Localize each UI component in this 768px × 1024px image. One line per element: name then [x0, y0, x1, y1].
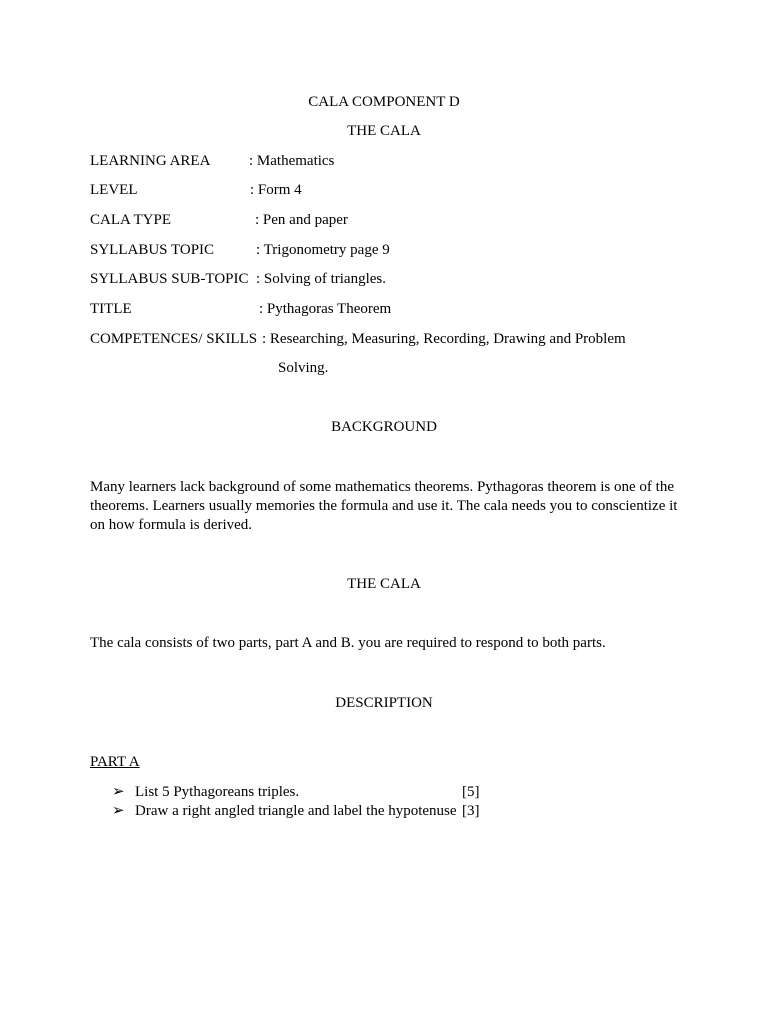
the-cala-heading: THE CALA — [347, 576, 421, 592]
list-item-mark: [3] — [462, 803, 480, 819]
field-value-cala-type: : Pen and paper — [255, 212, 348, 228]
field-label-competences: COMPETENCES/ SKILLS — [90, 331, 258, 347]
field-label-level: LEVEL — [90, 182, 138, 198]
field-label-title: TITLE — [90, 301, 132, 317]
field-label-syllabus-topic: SYLLABUS TOPIC — [90, 242, 215, 258]
field-label-learning-area: LEARNING AREA — [90, 153, 211, 169]
field-value-learning-area: : Mathematics — [249, 153, 335, 169]
field-value-syllabus-sub-topic: : Solving of triangles. — [256, 271, 386, 287]
list-item-mark: [5] — [462, 784, 480, 800]
field-value-competences-continuation: Solving. — [278, 360, 329, 376]
the-cala-paragraph: The cala consists of two parts, part A and B. you are required to respond to both parts. — [90, 635, 606, 651]
background-heading: BACKGROUND — [331, 419, 437, 435]
background-paragraph: Many learners lack background of some mathematics theorems. Pythagoras theorem is one of the theorems. Learners usually memories the formula and use it. The cala needs you to conscientize it on how formula is derived. — [90, 479, 678, 533]
field-value-title: : Pythagoras Theorem — [259, 301, 392, 317]
field-label-cala-type: CALA TYPE — [90, 212, 171, 228]
description-heading: DESCRIPTION — [335, 695, 433, 711]
list-item-text: Draw a right angled triangle and label the hypotenuse — [135, 803, 457, 819]
field-value-syllabus-topic: : Trigonometry page 9 — [256, 242, 390, 258]
arrow-bullet-icon: ➢ — [112, 784, 125, 800]
component-title: CALA COMPONENT D — [308, 94, 460, 110]
field-value-competences: : Researching, Measuring, Recording, Drawing and Problem — [262, 331, 626, 347]
arrow-bullet-icon: ➢ — [112, 803, 125, 819]
part-a-heading: PART A — [90, 754, 140, 770]
field-value-level: : Form 4 — [250, 182, 302, 198]
list-item-text: List 5 Pythagoreans triples. — [135, 784, 300, 800]
cala-title: THE CALA — [347, 123, 421, 139]
field-label-syllabus-sub-topic: SYLLABUS SUB-TOPIC — [90, 271, 249, 287]
